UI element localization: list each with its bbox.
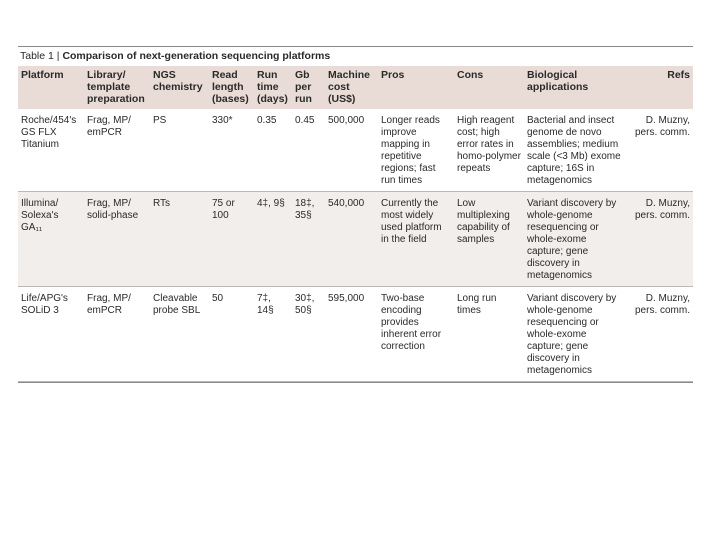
cell-machine-cost: 595,000 <box>328 293 365 304</box>
cell-machine-cost: 500,000 <box>328 115 365 126</box>
header-row <box>18 66 693 109</box>
cell-pros: Currently the most widely used platform in the field <box>381 198 442 245</box>
header-cons: Cons <box>457 69 484 81</box>
cell-library: Frag, MP/ solid-phase <box>87 198 139 221</box>
cell-refs: D. Muzny, pers. comm. <box>634 198 690 221</box>
cell-chemistry: Cleavable probe SBL <box>153 293 201 316</box>
table-row <box>18 192 693 287</box>
header-machine-cost: Machine cost (US$) <box>328 69 371 105</box>
cell-read-length: 75 or 100 <box>212 198 235 221</box>
cell-platform: Roche/454's GS FLX Titanium <box>21 115 77 150</box>
cell-platform: Life/APG's SOLiD 3 <box>21 293 68 316</box>
header-chemistry: NGS chemistry <box>153 69 203 93</box>
cell-gb-per-run: 30‡, 50§ <box>295 293 315 316</box>
cell-applications: Variant discovery by whole-genome resequencing or whole-exome capture; gene discovery in metagenomics <box>527 198 617 281</box>
cell-applications: Variant discovery by whole-genome resequencing or whole-exome capture; gene discovery in metagenomics <box>527 293 617 376</box>
cell-cons: Low multiplexing capability of samples <box>457 198 510 245</box>
bottom-rule <box>18 382 693 383</box>
cell-applications: Bacterial and insect genome de novo assemblies; medium scale (<3 Mb) exome capture; 16S in metagenomics <box>527 115 621 186</box>
header-platform: Platform <box>21 69 64 81</box>
cell-machine-cost: 540,000 <box>328 198 365 209</box>
cell-pros: Two-base encoding provides inherent error correction <box>381 293 442 352</box>
sequencing-platforms-table <box>18 66 693 382</box>
header-refs: Refs <box>667 69 690 81</box>
header-gb-per-run: Gb per run <box>295 69 312 105</box>
cell-read-length: 330* <box>212 115 233 126</box>
table-caption <box>18 47 693 66</box>
table-row <box>18 109 693 192</box>
cell-read-length: 50 <box>212 293 224 304</box>
cell-gb-per-run: 0.45 <box>295 115 315 126</box>
cell-run-time: 7‡, 14§ <box>257 293 274 316</box>
header-pros: Pros <box>381 69 405 81</box>
cell-chemistry: RTs <box>153 198 171 209</box>
table-number: Table 1 | <box>20 50 60 62</box>
cell-gb-per-run: 18‡, 35§ <box>295 198 315 221</box>
cell-run-time: 4‡, 9§ <box>257 198 285 209</box>
cell-cons: Long run times <box>457 293 497 316</box>
cell-chemistry: PS <box>153 115 167 126</box>
cell-platform: Illumina/ Solexa's GA₁₁ <box>21 198 59 233</box>
header-read-length: Read length (bases) <box>212 69 249 105</box>
cell-library: Frag, MP/ emPCR <box>87 115 131 138</box>
cell-pros: Longer reads improve mapping in repetitive regions; fast run times <box>381 115 440 186</box>
comparison-table-block <box>18 46 693 383</box>
cell-refs: D. Muzny, pers. comm. <box>634 293 690 316</box>
cell-run-time: 0.35 <box>257 115 277 126</box>
cell-refs: D. Muzny, pers. comm. <box>634 115 690 138</box>
table-title: Comparison of next-generation sequencing platforms <box>62 50 331 62</box>
table-row <box>18 287 693 382</box>
cell-cons: High reagent cost; high error rates in homo-polymer repeats <box>457 115 521 174</box>
header-run-time: Run time (days) <box>257 69 288 105</box>
header-library: Library/ template preparation <box>87 69 145 105</box>
header-applications: Biological applications <box>527 69 589 93</box>
cell-library: Frag, MP/ emPCR <box>87 293 131 316</box>
